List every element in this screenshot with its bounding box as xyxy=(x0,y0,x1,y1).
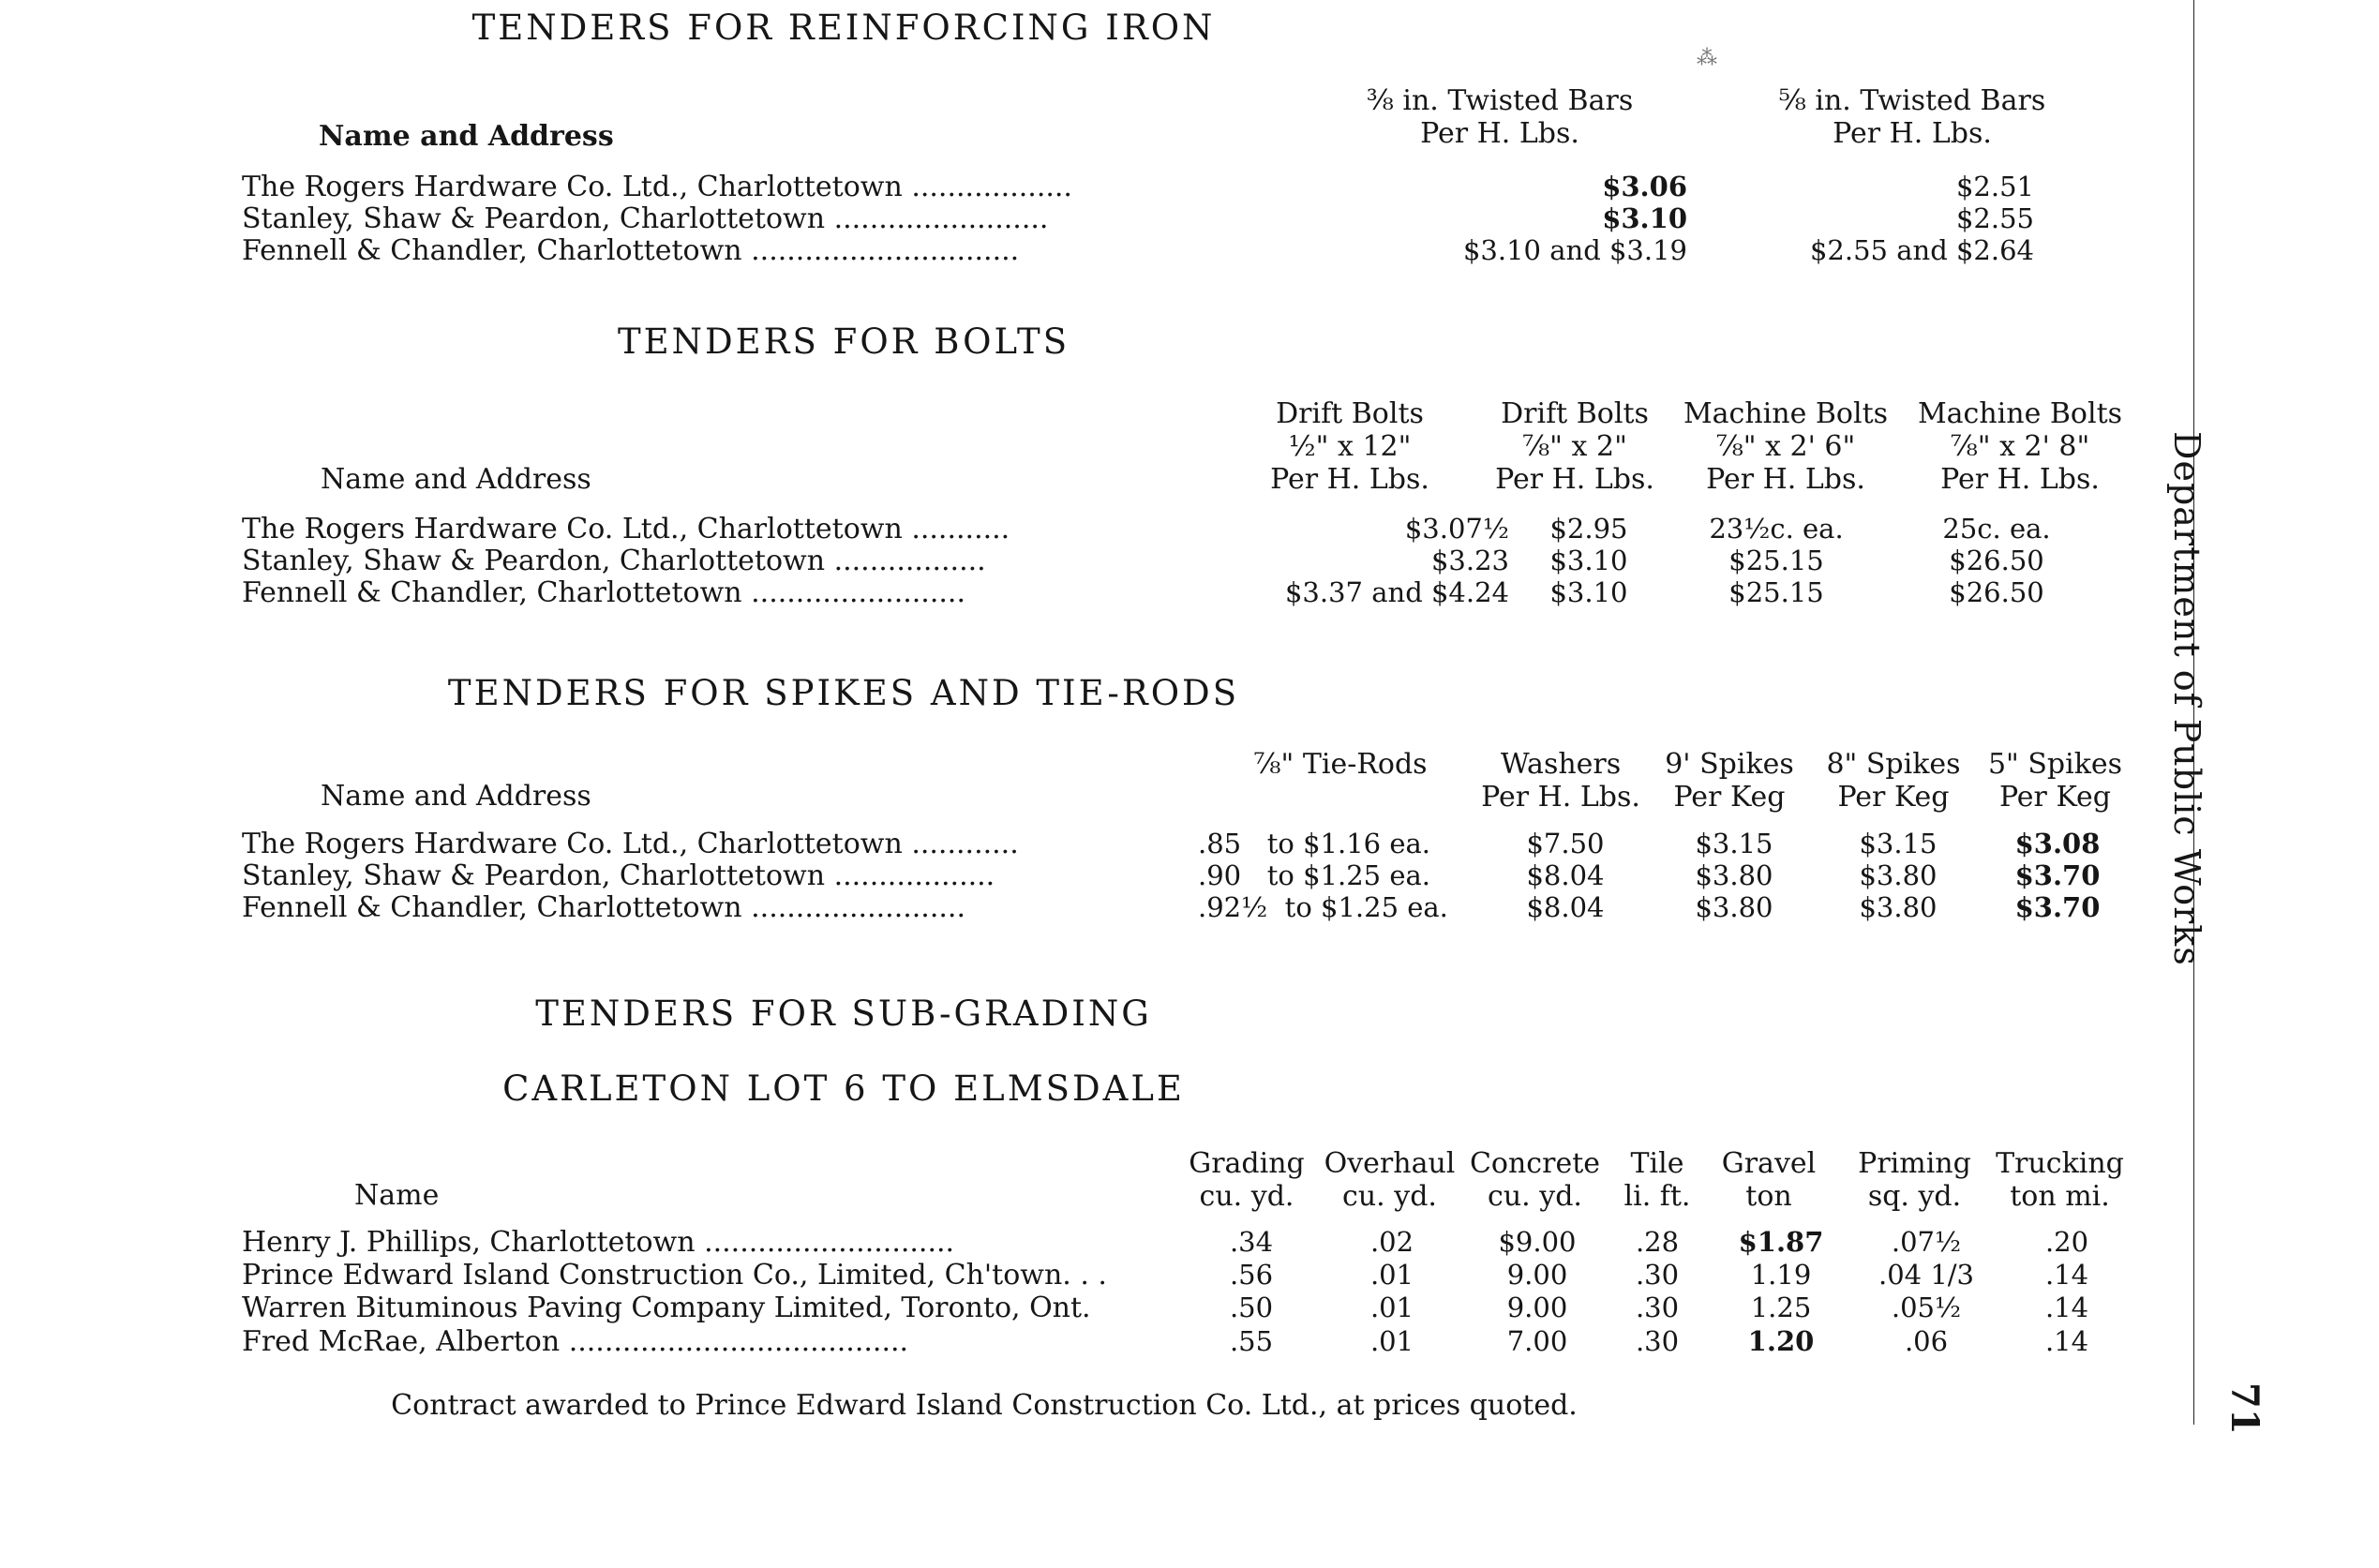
cell: .30 xyxy=(1635,1259,1680,1291)
cell: $3.10 xyxy=(1602,202,1687,234)
cell: .90 to $1.25 ea. xyxy=(1198,859,1431,891)
cell: $3.08 xyxy=(2014,828,2101,859)
grading-col-header: Grading cu. yd. xyxy=(1189,1147,1305,1213)
cell: $3.15 xyxy=(1695,828,1773,859)
bolts-col-header: Drift Bolts ½" x 12" Per H. Lbs. xyxy=(1270,397,1429,496)
cell: .06 xyxy=(1904,1325,1949,1357)
table-row: Fennell & Chandler, Charlottetown .............................. xyxy=(242,234,1020,267)
spikes-title: TENDERS FOR SPIKES AND TIE-RODS xyxy=(447,673,1240,713)
cell: .14 xyxy=(2044,1292,2089,1323)
cell: $3.37 and $4.24 xyxy=(1284,576,1509,608)
cell: 1.20 xyxy=(1747,1325,1815,1357)
cell: .56 xyxy=(1229,1259,1274,1291)
cell: .07½ xyxy=(1891,1226,1962,1258)
grading-col-header: Gravel ton xyxy=(1721,1147,1817,1213)
cell: .14 xyxy=(2044,1259,2089,1291)
cell: $8.04 xyxy=(1526,859,1605,891)
cell: $1.87 xyxy=(1738,1226,1824,1258)
cell: 7.00 xyxy=(1506,1325,1568,1357)
bolts-col-header: Machine Bolts ⅞" x 2' 8" Per H. Lbs. xyxy=(1917,397,2123,496)
cell: $8.04 xyxy=(1526,891,1605,923)
cell: 9.00 xyxy=(1506,1259,1568,1291)
cell: 23½c. ea. xyxy=(1709,513,1844,545)
table-row: Stanley, Shaw & Peardon, Charlottetown ................. xyxy=(242,545,986,577)
table-row: Warren Bituminous Paving Company Limited, Toronto, Ont. xyxy=(242,1292,1091,1324)
cell: $9.00 xyxy=(1498,1226,1577,1258)
cell: .85 to $1.16 ea. xyxy=(1198,828,1431,859)
table-row: Fennell & Chandler, Charlottetown ........................ xyxy=(242,891,965,924)
ink-smudge-icon: ⁂ xyxy=(1697,47,1717,70)
running-head: Department of Public Works xyxy=(2166,431,2207,966)
table-row: The Rogers Hardware Co. Ltd., Charlottetown ........... xyxy=(242,513,1010,545)
cell: .30 xyxy=(1635,1292,1680,1323)
iron-col2-header: ⅝ in. Twisted Bars Per H. Lbs. xyxy=(1778,84,2046,150)
spikes-col-header: 8" Spikes Per Keg xyxy=(1826,748,1961,814)
cell: $2.95 xyxy=(1549,513,1628,545)
cell: $25.15 xyxy=(1728,576,1824,608)
contract-note: Contract awarded to Prince Edward Island Construction Co. Ltd., at prices quoted. xyxy=(391,1389,1578,1422)
cell: $3.70 xyxy=(2014,891,2101,923)
cell: .01 xyxy=(1369,1325,1414,1357)
cell: 25c. ea. xyxy=(1942,513,2051,545)
cell: .55 xyxy=(1229,1325,1274,1357)
grading-col-header: Trucking ton mi. xyxy=(1996,1147,2124,1213)
cell: .50 xyxy=(1229,1292,1274,1323)
cell: $3.80 xyxy=(1695,859,1773,891)
cell: $25.15 xyxy=(1728,545,1824,576)
iron-name-header: Name and Address xyxy=(319,120,614,153)
cell: $3.10 and $3.19 xyxy=(1462,234,1687,266)
cell: $26.50 xyxy=(1949,545,2044,576)
spikes-col-header: 9' Spikes Per Keg xyxy=(1665,748,1794,814)
grading-name-header: Name xyxy=(354,1179,440,1212)
bolts-col-header: Machine Bolts ⅞" x 2' 6" Per H. Lbs. xyxy=(1683,397,1889,496)
cell: $3.80 xyxy=(1859,891,1938,923)
grading-col-header: Tile li. ft. xyxy=(1623,1147,1691,1213)
cell: $2.51 xyxy=(1955,171,2034,202)
table-row: Stanley, Shaw & Peardon, Charlottetown .................. xyxy=(242,859,995,892)
table-row: Fennell & Chandler, Charlottetown ........................ xyxy=(242,576,965,609)
cell: $3.07½ xyxy=(1404,513,1509,545)
table-row: The Rogers Hardware Co. Ltd., Charlottetown .................. xyxy=(242,171,1072,203)
cell: $3.80 xyxy=(1859,859,1938,891)
spikes-col-header: Washers Per H. Lbs. xyxy=(1481,748,1640,814)
table-row: Henry J. Phillips, Charlottetown ............................ xyxy=(242,1226,955,1259)
cell: $3.15 xyxy=(1859,828,1938,859)
cell: $3.70 xyxy=(2014,859,2101,891)
spikes-col-header: 5" Spikes Per Keg xyxy=(1987,748,2123,814)
cell: .02 xyxy=(1369,1226,1414,1258)
table-row: The Rogers Hardware Co. Ltd., Charlottetown ............ xyxy=(242,828,1019,860)
table-row: Fred McRae, Alberton ...................................... xyxy=(242,1325,909,1358)
cell: .14 xyxy=(2044,1325,2089,1357)
bolts-name-header: Name and Address xyxy=(321,463,591,496)
cell: $3.10 xyxy=(1549,576,1628,608)
grading-col-header: Priming sq. yd. xyxy=(1858,1147,1971,1213)
cell: $3.06 xyxy=(1602,171,1687,202)
cell: $3.10 xyxy=(1549,545,1628,576)
cell: $7.50 xyxy=(1526,828,1605,859)
spikes-col-header: ⅞" Tie-Rods xyxy=(1253,748,1428,781)
table-row: Prince Edward Island Construction Co., Limited, Ch'town. . . xyxy=(242,1259,1107,1292)
iron-title: TENDERS FOR REINFORCING IRON xyxy=(471,7,1216,48)
cell: 1.25 xyxy=(1750,1292,1812,1323)
cell: $26.50 xyxy=(1949,576,2044,608)
page-number: 71 xyxy=(2222,1382,2267,1435)
cell: .28 xyxy=(1635,1226,1680,1258)
grading-col-header: Concrete cu. yd. xyxy=(1469,1147,1601,1213)
cell: .92½ to $1.25 ea. xyxy=(1198,891,1448,923)
grading-subtitle: CARLETON LOT 6 TO ELMSDALE xyxy=(502,1068,1185,1109)
cell: $2.55 and $2.64 xyxy=(1809,234,2034,266)
bolts-col-header: Drift Bolts ⅞" x 2" Per H. Lbs. xyxy=(1495,397,1654,496)
spikes-name-header: Name and Address xyxy=(321,780,591,813)
cell: 1.19 xyxy=(1750,1259,1812,1291)
cell: .30 xyxy=(1635,1325,1680,1357)
grading-col-header: Overhaul cu. yd. xyxy=(1324,1147,1456,1213)
cell: .34 xyxy=(1229,1226,1274,1258)
cell: $3.23 xyxy=(1430,545,1509,576)
table-row: Stanley, Shaw & Peardon, Charlottetown ........................ xyxy=(242,202,1049,235)
cell: .04 1/3 xyxy=(1878,1259,1974,1291)
cell: $2.55 xyxy=(1955,202,2034,234)
cell: .01 xyxy=(1369,1259,1414,1291)
cell: .01 xyxy=(1369,1292,1414,1323)
grading-title: TENDERS FOR SUB-GRADING xyxy=(535,993,1152,1034)
cell: $3.80 xyxy=(1695,891,1773,923)
cell: .05½ xyxy=(1891,1292,1962,1323)
cell: 9.00 xyxy=(1506,1292,1568,1323)
cell: .20 xyxy=(2044,1226,2089,1258)
iron-col1-header: ⅜ in. Twisted Bars Per H. Lbs. xyxy=(1366,84,1634,150)
bolts-title: TENDERS FOR BOLTS xyxy=(617,321,1070,362)
